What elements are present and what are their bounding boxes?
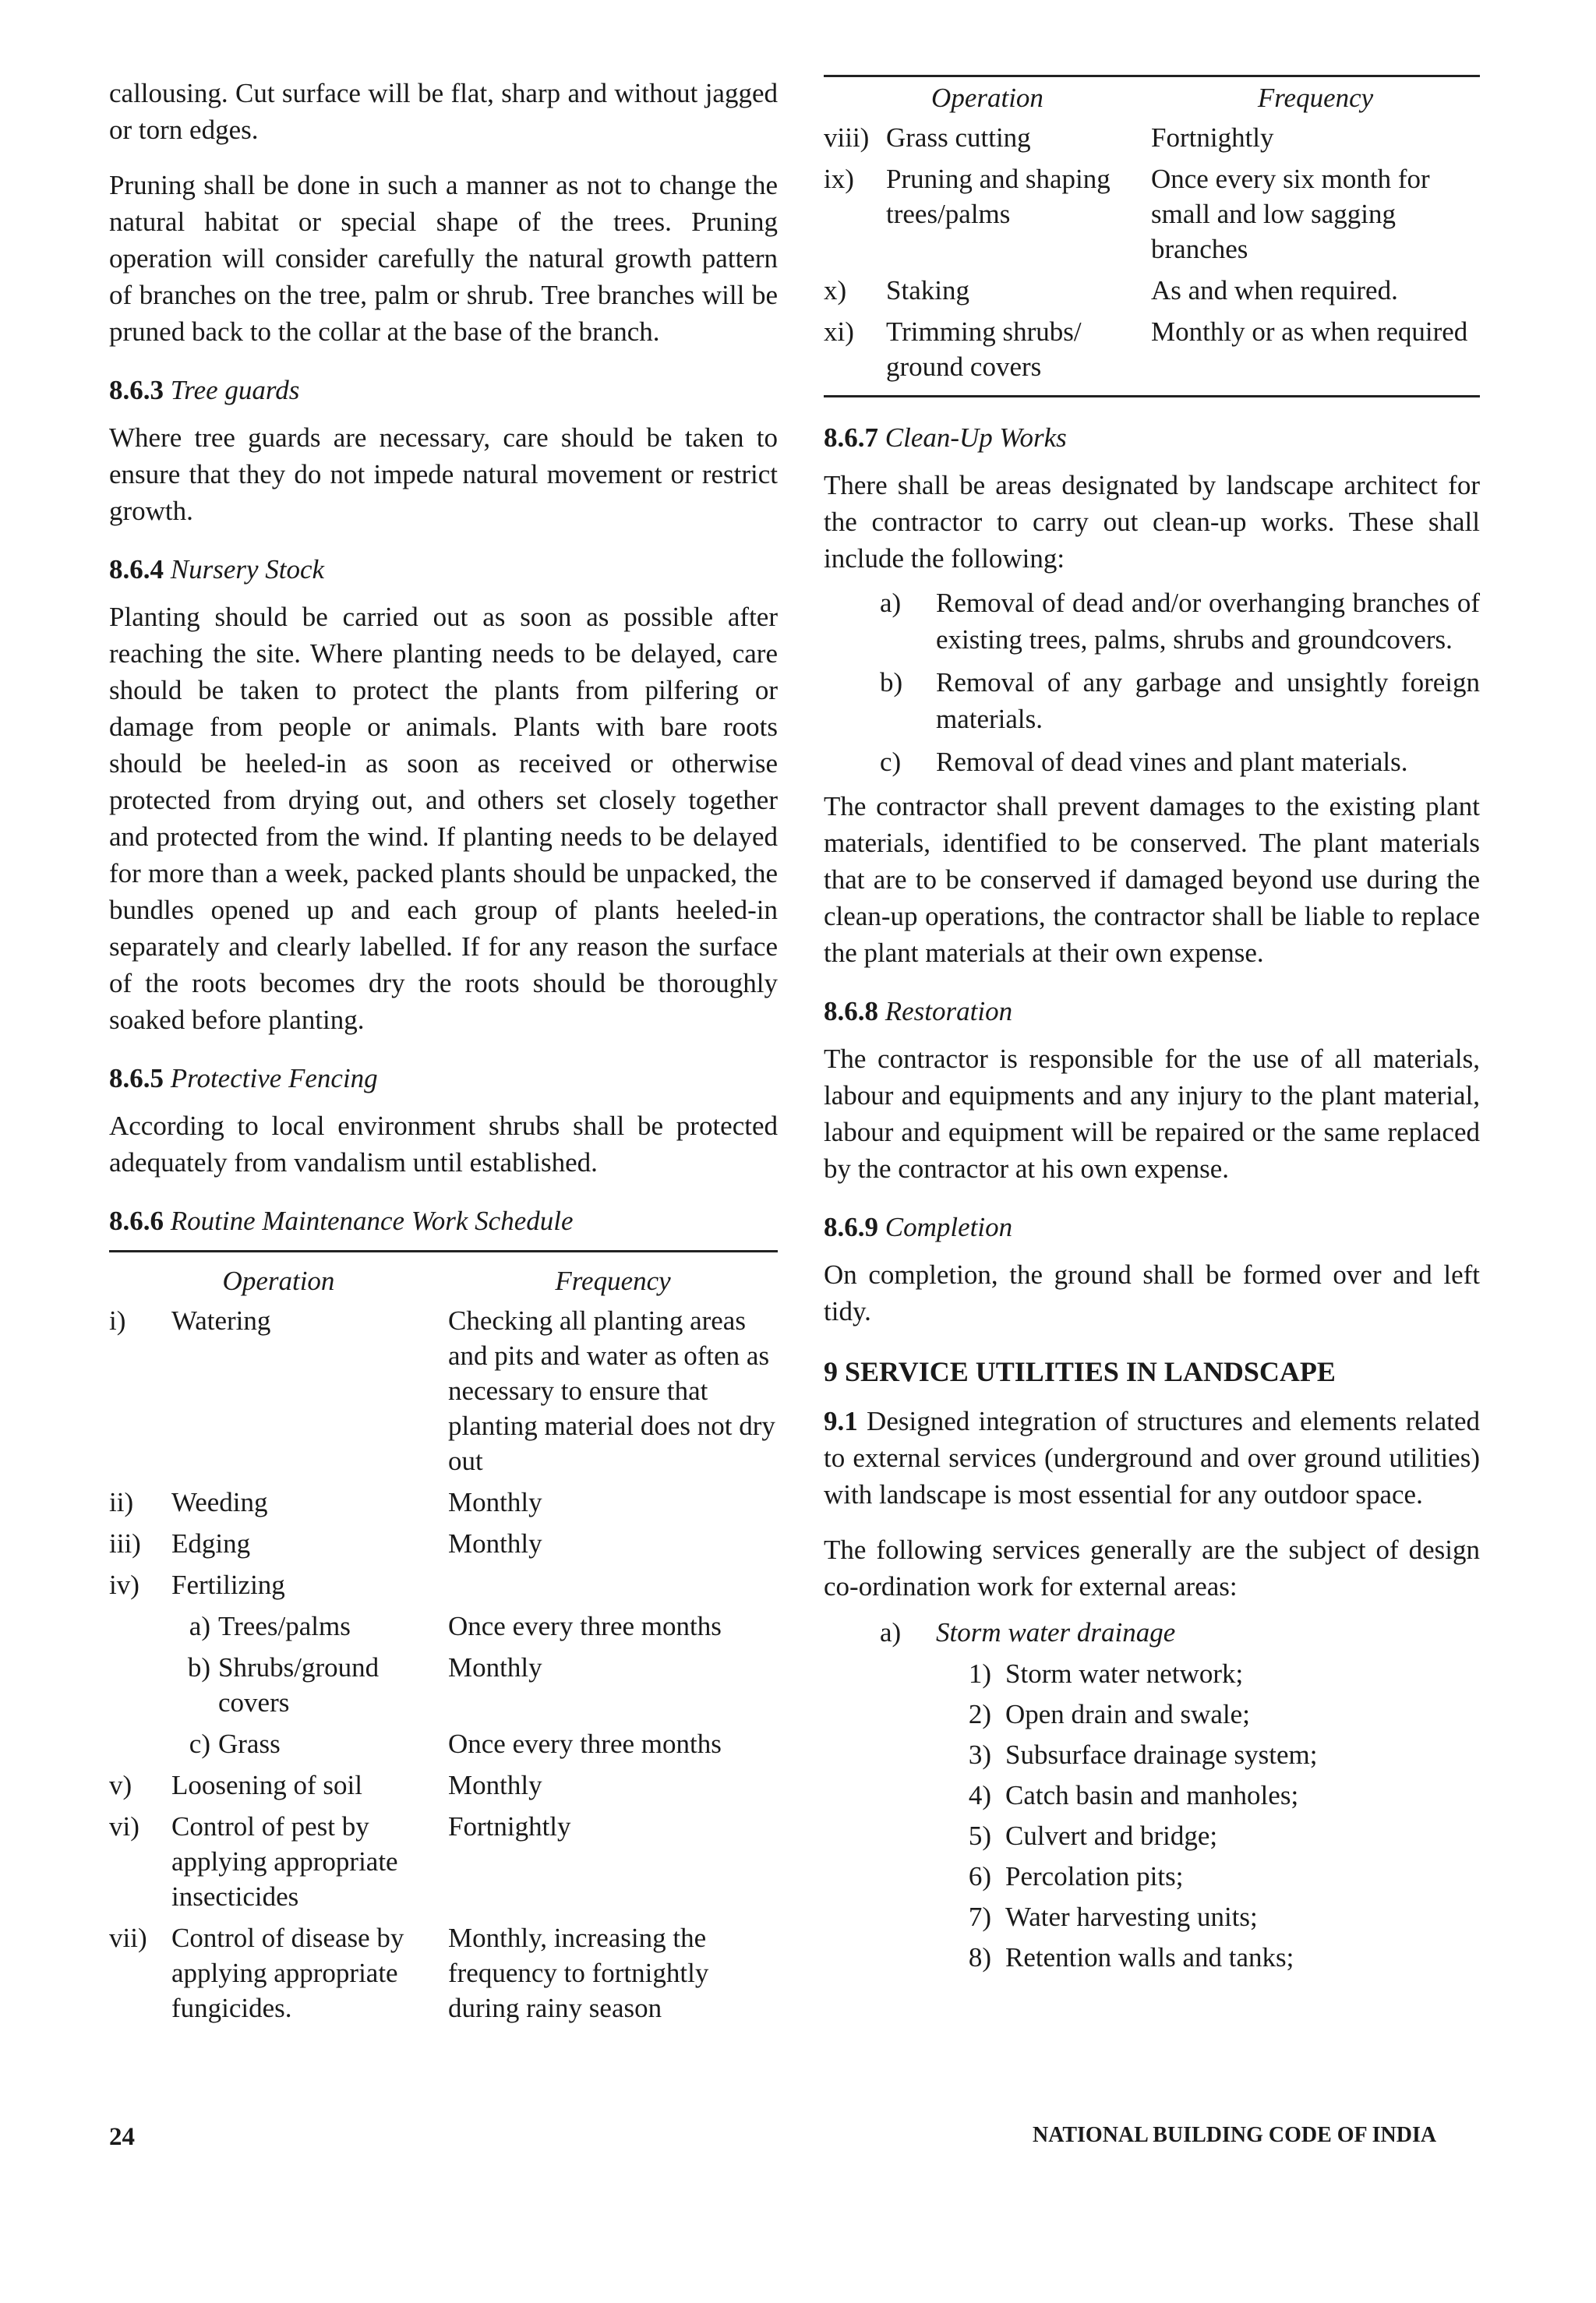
section-title: Tree guards bbox=[170, 375, 300, 405]
row-frequency: Monthly bbox=[448, 1770, 542, 1800]
section-number: 9.1 bbox=[824, 1406, 858, 1436]
section-heading-8-6-7 bbox=[824, 419, 1480, 456]
left-column bbox=[109, 75, 778, 2030]
row-number: vi) bbox=[109, 1811, 139, 1842]
section-number: 8.6.3 bbox=[109, 375, 164, 405]
paragraph-completion: On completion, the ground shall be formed over and left tidy. bbox=[824, 1259, 1480, 1326]
row-number: iii) bbox=[109, 1528, 141, 1559]
row-number: iv) bbox=[109, 1570, 139, 1600]
section-title: Routine Maintenance Work Schedule bbox=[170, 1206, 574, 1236]
section-number: 8.6.6 bbox=[109, 1206, 164, 1236]
row-number: ii) bbox=[109, 1487, 134, 1517]
list-item-text: Removal of dead vines and plant materials. bbox=[936, 747, 1408, 777]
row-frequency: Fortnightly bbox=[448, 1811, 571, 1842]
subrow-operation bbox=[171, 1648, 448, 1725]
paragraph-9-1 bbox=[824, 1403, 1480, 1513]
table-row bbox=[109, 1302, 778, 1483]
section-heading-8-6-5 bbox=[109, 1060, 778, 1097]
list-item-text: Culvert and bridge; bbox=[1005, 1821, 1218, 1851]
section-number: 8.6.5 bbox=[109, 1063, 164, 1093]
row-frequency: Monthly or as when required bbox=[1151, 313, 1480, 397]
storm-water-heading bbox=[824, 1614, 1480, 1651]
section-heading-8-6-4 bbox=[109, 551, 778, 588]
list-item-number: 2) bbox=[968, 1699, 991, 1729]
list-item-text: Retention walls and tanks; bbox=[1005, 1942, 1294, 1973]
list-item-text: Subsurface drainage system; bbox=[1005, 1740, 1318, 1770]
table-subrow bbox=[109, 1725, 778, 1766]
subrow-number: a) bbox=[189, 1611, 210, 1641]
row-frequency: Once every six month for small and low sagging branches bbox=[1151, 164, 1430, 264]
footer-title: NATIONAL BUILDING CODE OF INDIA bbox=[1033, 2123, 1437, 2147]
table-row bbox=[824, 118, 1480, 160]
table-row bbox=[109, 1919, 778, 2030]
row-number: vii) bbox=[109, 1923, 147, 1953]
list-item-text: Open drain and swale; bbox=[1005, 1699, 1250, 1729]
subrow-label: Shrubs/ground covers bbox=[218, 1652, 380, 1718]
table-row bbox=[109, 1766, 778, 1807]
row-operation: Pruning and shaping trees/palms bbox=[886, 164, 1110, 229]
row-number: xi) bbox=[824, 313, 886, 397]
table-row bbox=[109, 1483, 778, 1524]
paragraph-9-1-text: Designed integration of structures and elements related to external services (underground and over ground utilities) with landscape is most essential for any outdoor space. bbox=[824, 1406, 1480, 1510]
list-item-text: Percolation pits; bbox=[1005, 1861, 1184, 1891]
table-subrow bbox=[109, 1607, 778, 1648]
row-operation: Grass cutting bbox=[886, 122, 1031, 153]
paragraph-restoration: The contractor is responsible for the use of all materials, labour and equipments and any injury to the plant material, labour and equipment will be repaired or the same replaced by the contractor at his own expense. bbox=[824, 1044, 1480, 1184]
table-row bbox=[109, 1566, 778, 1607]
row-frequency: Monthly bbox=[448, 1487, 542, 1517]
section-number: 8.6.4 bbox=[109, 554, 164, 585]
row-operation: Watering bbox=[171, 1305, 271, 1336]
list-item-number: 7) bbox=[968, 1902, 991, 1932]
paragraph-protective-fencing: According to local environment shrubs shall be protected adequately from vandalism until established. bbox=[109, 1111, 778, 1178]
row-number: v) bbox=[109, 1770, 132, 1800]
clean-up-list bbox=[824, 585, 1480, 780]
list-item-text: Removal of dead and/or overhanging branches of existing trees, palms, shrubs and groundcovers. bbox=[936, 588, 1480, 655]
section-title: Nursery Stock bbox=[170, 554, 325, 585]
row-frequency: Once every three months bbox=[448, 1729, 722, 1759]
row-operation: Control of pest by applying appropriate insecticides bbox=[171, 1811, 398, 1912]
row-frequency: As and when required. bbox=[1151, 275, 1398, 306]
row-operation: Edging bbox=[171, 1528, 251, 1559]
list-item-number: 4) bbox=[968, 1780, 991, 1810]
table-subrow bbox=[109, 1648, 778, 1725]
row-operation: Trimming shrubs/ ground covers bbox=[886, 313, 1151, 397]
section-number: 8.6.8 bbox=[824, 996, 878, 1026]
section-heading-8-6-8 bbox=[824, 993, 1480, 1030]
paragraph-services-intro: The following services generally are the subject of design co-ordination work for external areas: bbox=[824, 1535, 1480, 1602]
section-title: Protective Fencing bbox=[170, 1063, 378, 1093]
paragraph-nursery-stock: Planting should be carried out as soon as possible after reaching the site. Where planting needs to be delayed, care should be taken to protect the plants from pilfering or damage from people or animals. Plants with bare roots should be heeled-in as soon as received or otherwise protected from drying out, and others set closely together and protected from the wind. If planting needs to be delayed for more than a week, packed plants should be unpacked, the bundles opened up and each group of plants heeled-in separately and clearly labelled. If for any reason the surface of the roots becomes dry the roots should be thoroughly soaked before planting. bbox=[109, 602, 778, 1035]
row-operation: Weeding bbox=[171, 1487, 268, 1517]
section-heading-8-6-3 bbox=[109, 372, 778, 408]
list-item bbox=[824, 1897, 1480, 1937]
row-frequency: Monthly bbox=[448, 1652, 542, 1683]
row-frequency: Once every three months bbox=[448, 1611, 722, 1641]
paragraph-pruning: Pruning shall be done in such a manner as not to change the natural habitat or special shape of the trees. Pruning operation will consider carefully the natural growth pattern of branches on the tree, palm or shrub. Tree branches will be pruned back to the collar at the base of the branch. bbox=[109, 170, 778, 347]
list-item-label: b) bbox=[880, 667, 903, 698]
list-item-number: 1) bbox=[968, 1658, 991, 1689]
table-header-row bbox=[109, 1252, 778, 1302]
list-item bbox=[824, 1816, 1480, 1856]
section-heading-8-6-9 bbox=[824, 1209, 1480, 1245]
column-header-operation: Operation bbox=[222, 1266, 335, 1296]
column-header-frequency: Frequency bbox=[555, 1266, 671, 1296]
row-operation: Loosening of soil bbox=[171, 1770, 362, 1800]
subrow-label: Grass bbox=[218, 1729, 281, 1759]
list-item-text: Catch basin and manholes; bbox=[1005, 1780, 1299, 1810]
paragraph-callousing: callousing. Cut surface will be flat, sharp and without jagged or torn edges. bbox=[109, 78, 778, 145]
list-item-number: 8) bbox=[968, 1942, 991, 1973]
row-frequency: Fortnightly bbox=[1151, 122, 1274, 153]
subrow-label: Trees/palms bbox=[218, 1611, 351, 1641]
row-frequency: Monthly, increasing the frequency to fortnightly during rainy season bbox=[448, 1923, 709, 2023]
list-item-title: Storm water drainage bbox=[936, 1617, 1176, 1648]
maintenance-schedule-table-part2 bbox=[824, 75, 1480, 397]
section-heading-9: 9 SERVICE UTILITIES IN LANDSCAPE bbox=[824, 1356, 1336, 1387]
storm-water-list bbox=[824, 1654, 1480, 1978]
row-number: x) bbox=[824, 275, 847, 306]
row-number: i) bbox=[109, 1305, 126, 1336]
list-item bbox=[824, 585, 1480, 658]
section-title: Completion bbox=[885, 1212, 1013, 1242]
section-heading-8-6-6 bbox=[109, 1203, 778, 1239]
list-item-text: Storm water network; bbox=[1005, 1658, 1244, 1689]
list-item bbox=[824, 744, 1480, 780]
list-item-label: a) bbox=[880, 1617, 902, 1648]
list-item-number: 5) bbox=[968, 1821, 991, 1851]
row-frequency: Monthly bbox=[448, 1528, 542, 1559]
table-row bbox=[824, 313, 1480, 397]
row-operation: Fertilizing bbox=[171, 1570, 285, 1600]
subrow-number: b) bbox=[187, 1652, 210, 1683]
section-title: Restoration bbox=[885, 996, 1013, 1026]
subrow-operation bbox=[171, 1607, 448, 1648]
row-number: viii) bbox=[824, 122, 870, 153]
paragraph-contractor-damages: The contractor shall prevent damages to the existing plant materials, identified to be conserved. The plant materials that are to be conserved if damaged beyond use during the clean-up operations, the contractor shall be liable to replace the plant materials at their own expense. bbox=[824, 791, 1480, 968]
list-item bbox=[824, 664, 1480, 737]
paragraph-clean-up-intro: There shall be areas designated by landscape architect for the contractor to carry out clean-up works. These shall include the following: bbox=[824, 470, 1480, 574]
paragraph-tree-guards: Where tree guards are necessary, care should be taken to ensure that they do not impede natural movement or restrict growth. bbox=[109, 422, 778, 526]
right-column bbox=[824, 75, 1480, 1978]
section-number: 8.6.7 bbox=[824, 422, 878, 453]
row-frequency: Checking all planting areas and pits and water as often as necessary to ensure that planting material does not dry out bbox=[448, 1305, 775, 1476]
table-row bbox=[824, 160, 1480, 271]
row-operation: Control of disease by applying appropriate fungicides. bbox=[171, 1923, 404, 2023]
column-header-operation: Operation bbox=[931, 83, 1043, 113]
subrow-operation bbox=[171, 1725, 448, 1766]
table-header-row bbox=[824, 76, 1480, 119]
row-frequency bbox=[448, 1566, 778, 1607]
row-number: ix) bbox=[824, 164, 854, 194]
column-header-frequency: Frequency bbox=[1257, 83, 1374, 113]
list-item bbox=[824, 1937, 1480, 1978]
list-item-label: a) bbox=[880, 588, 902, 618]
list-item-text: Water harvesting units; bbox=[1005, 1902, 1258, 1932]
list-item bbox=[824, 1856, 1480, 1897]
section-number: 8.6.9 bbox=[824, 1212, 878, 1242]
table-row bbox=[109, 1524, 778, 1566]
list-item bbox=[824, 1735, 1480, 1775]
list-item-text: Removal of any garbage and unsightly foreign materials. bbox=[936, 667, 1480, 734]
subrow-number: c) bbox=[189, 1729, 210, 1759]
list-item-label: c) bbox=[880, 747, 902, 777]
table-row bbox=[824, 271, 1480, 313]
table-row bbox=[109, 1807, 778, 1919]
maintenance-schedule-table-part1 bbox=[109, 1250, 778, 2030]
list-item-number: 6) bbox=[968, 1861, 991, 1891]
list-item bbox=[824, 1694, 1480, 1735]
list-item-number: 3) bbox=[968, 1740, 991, 1770]
page-number: 24 bbox=[109, 2123, 135, 2151]
row-operation: Staking bbox=[886, 275, 969, 306]
list-item bbox=[824, 1654, 1480, 1694]
section-title: Clean-Up Works bbox=[885, 422, 1067, 453]
list-item bbox=[824, 1775, 1480, 1816]
